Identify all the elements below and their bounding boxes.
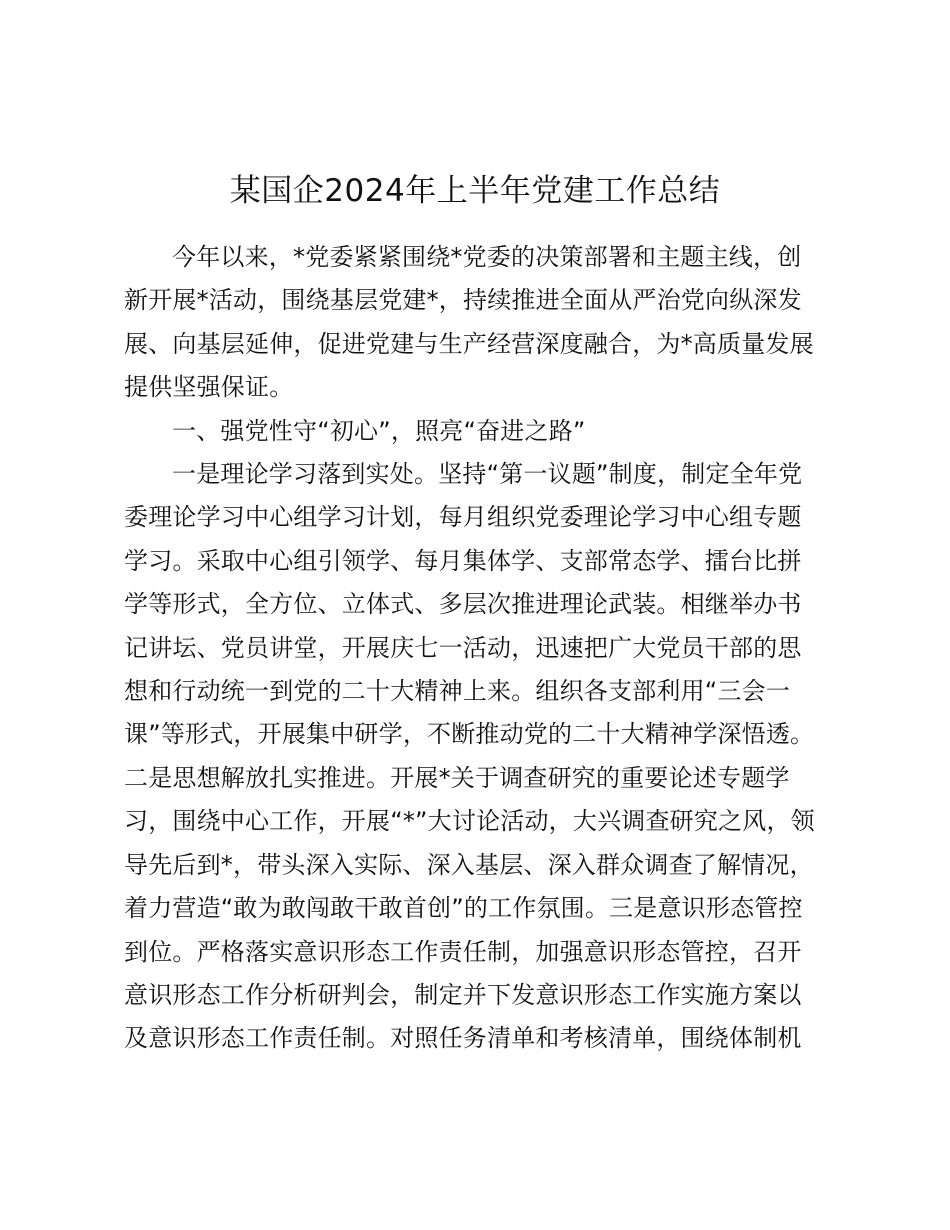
paragraph-line: 新开展*活动，围绕基层党建*，持续推进全面从严治党向纵深发 — [124, 286, 802, 315]
paragraph-line: 委理论学习中心组学习计划，每月组织党委理论学习中心组专题 — [124, 503, 802, 532]
document-title: 某国企2024年上半年党建工作总结 — [229, 173, 721, 209]
paragraph-line: 展、向基层延伸，促进党建与生产经营深度融合，为*高质量发展 — [124, 329, 814, 358]
paragraph-line: 习，围绕中心工作，开展“*”大讨论活动，大兴调查研究之风，领 — [124, 807, 815, 836]
paragraph-line: 学习。采取中心组引领学、每月集体学、支部常态学、擂台比拼 — [124, 546, 802, 575]
paragraph-line: 记讲坛、党员讲堂，开展庆七一活动，迅速把广大党员干部的思 — [124, 633, 802, 662]
paragraph-line: 及意识形态工作责任制。对照任务清单和考核清单，围绕体制机 — [124, 1024, 802, 1053]
paragraph-line: 提供坚强保证。 — [124, 373, 294, 402]
paragraph-line: 二是思想解放扎实推进。开展*关于调查研究的重要论述专题学 — [124, 763, 790, 792]
paragraph-line: 着力营造“敢为敢闯敢干敢首创”的工作氛围。三是意识形态管控 — [124, 894, 803, 923]
paragraph-line: 学等形式，全方位、立体式、多层次推进理论武装。相继举办书 — [124, 590, 802, 619]
section-heading: 一、强党性守“初心”，照亮“奋进之路” — [172, 416, 586, 445]
paragraph-line: 今年以来，*党委紧紧围绕*党委的决策部署和主题主线，创 — [172, 243, 802, 271]
paragraph-line: 意识形态工作分析研判会，制定并下发意识形态工作实施方案以 — [124, 980, 802, 1009]
paragraph-line: 课”等形式，开展集中研学，不断推动党的二十大精神学深悟透。 — [124, 720, 815, 749]
paragraph-line: 到位。严格落实意识形态工作责任制，加强意识形态管控，召开 — [124, 937, 802, 966]
paragraph-line: 一是理论学习落到实处。坚持“第一议题”制度，制定全年党 — [172, 460, 803, 489]
paragraph-line: 导先后到*，带头深入实际、深入基层、深入群众调查了解情况， — [124, 850, 814, 879]
paragraph-line: 想和行动统一到党的二十大精神上来。组织各支部利用“三会一 — [124, 677, 791, 706]
document-body — [124, 236, 834, 1061]
